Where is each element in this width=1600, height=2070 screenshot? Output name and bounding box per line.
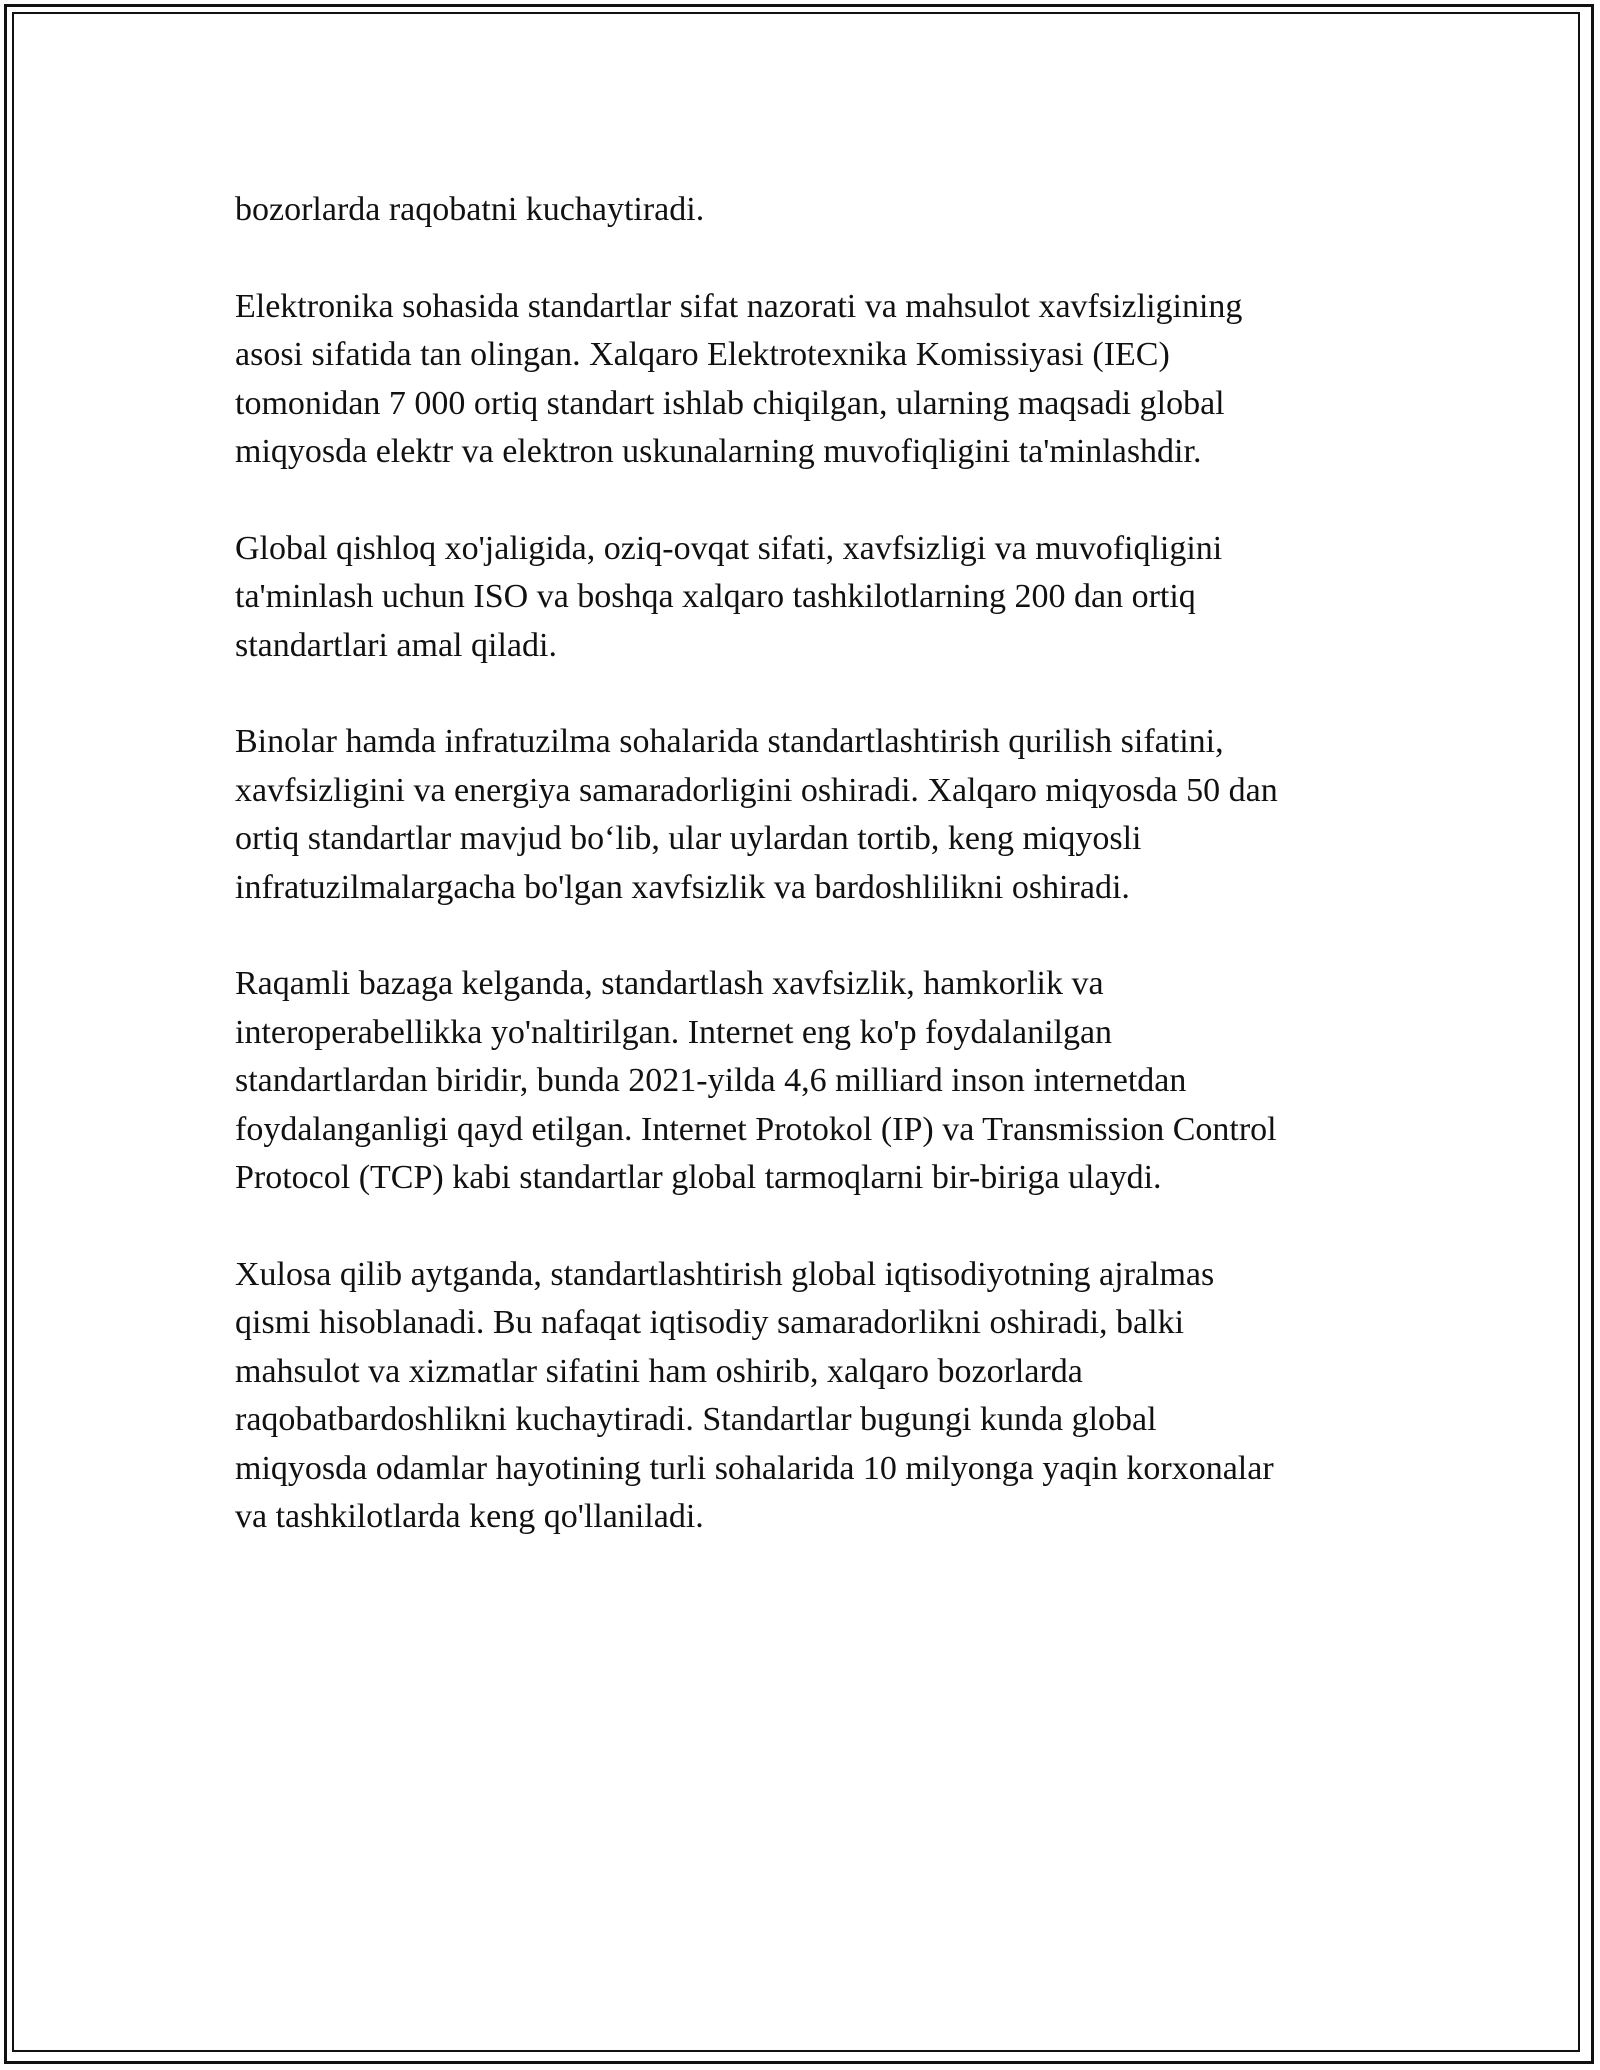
text-line: Protocol (TCP) kabi standartlar global tarmoqlarni bir-biriga ulaydi. xyxy=(235,1159,1162,1196)
text-line: qismi hisoblanadi. Bu nafaqat iqtisodiy samaradorlikni oshiradi, balki xyxy=(235,1304,1185,1341)
text-line: mahsulot va xizmatlar sifatini ham oshirib, xalqaro bozorlarda xyxy=(235,1352,1083,1390)
text-line: asosi sifatida tan olingan. Xalqaro Elektrotexnika Komissiyasi (IEC) xyxy=(235,336,1170,373)
text-line: Binolar hamda infratuzilma sohalarida standartlashtirish qurilish sifatini, xyxy=(235,723,1224,760)
text-line: standartlari amal qiladi. xyxy=(235,626,557,664)
text-line: xavfsizligini va energiya samaradorligini oshiradi. Xalqaro miqyosda 50 dan xyxy=(235,771,1278,809)
text-line: Raqamli bazaga kelganda, standartlash xavfsizlik, hamkorlik va xyxy=(235,965,1104,1002)
text-line: raqobatbardoshlikni kuchaytiradi. Standartlar bugungi kunda global xyxy=(235,1401,1157,1438)
paragraph-4 xyxy=(235,718,1385,912)
text-line: Global qishloq xo'jaligida, oziq-ovqat sifati, xavfsizligi va muvofiqligini xyxy=(235,529,1223,567)
text-line: Xulosa qilib aytganda, standartlashtirish global iqtisodiyotning ajralmas xyxy=(235,1255,1215,1293)
text-line: miqyosda elektr va elektron uskunalarning muvofiqligini ta'minlashdir. xyxy=(235,433,1202,470)
document-body xyxy=(235,186,1385,1590)
text-line: va tashkilotlarda keng qo'llaniladi. xyxy=(235,1498,704,1535)
text-line: miqyosda odamlar hayotining turli sohalarida 10 milyonga yaqin korxonalar xyxy=(235,1449,1274,1487)
text-line: infratuzilmalargacha bo'lgan xavfsizlik va bardoshlilikni oshiradi. xyxy=(235,868,1130,906)
text-line: Elektronika sohasida standartlar sifat nazorati va mahsulot xavfsizligining xyxy=(235,287,1243,325)
text-line: tomonidan 7 000 ortiq standart ishlab chiqilgan, ularning maqsadi global xyxy=(235,384,1225,422)
paragraph-3 xyxy=(235,525,1385,671)
text-line: ortiq standartlar mavjud bo‘lib, ular uylardan tortib, keng miqyosli xyxy=(235,820,1142,857)
text-line: standartlardan biridir, bunda 2021-yilda 4,6 milliard inson internetdan xyxy=(235,1062,1187,1099)
text-line: bozorlarda raqobatni kuchaytiradi. xyxy=(235,191,705,228)
paragraph-1 xyxy=(235,186,1385,235)
paragraph-2 xyxy=(235,283,1385,477)
paragraph-5 xyxy=(235,960,1385,1203)
text-line: ta'minlash uchun ISO va boshqa xalqaro tashkilotlarning 200 dan ortiq xyxy=(235,578,1196,615)
paragraph-6 xyxy=(235,1251,1385,1542)
text-line: interoperabellikka yo'naltirilgan. Internet eng ko'p foydalanilgan xyxy=(235,1013,1113,1051)
text-line: foydalanganligi qayd etilgan. Internet Protokol (IP) va Transmission Control xyxy=(235,1110,1277,1148)
